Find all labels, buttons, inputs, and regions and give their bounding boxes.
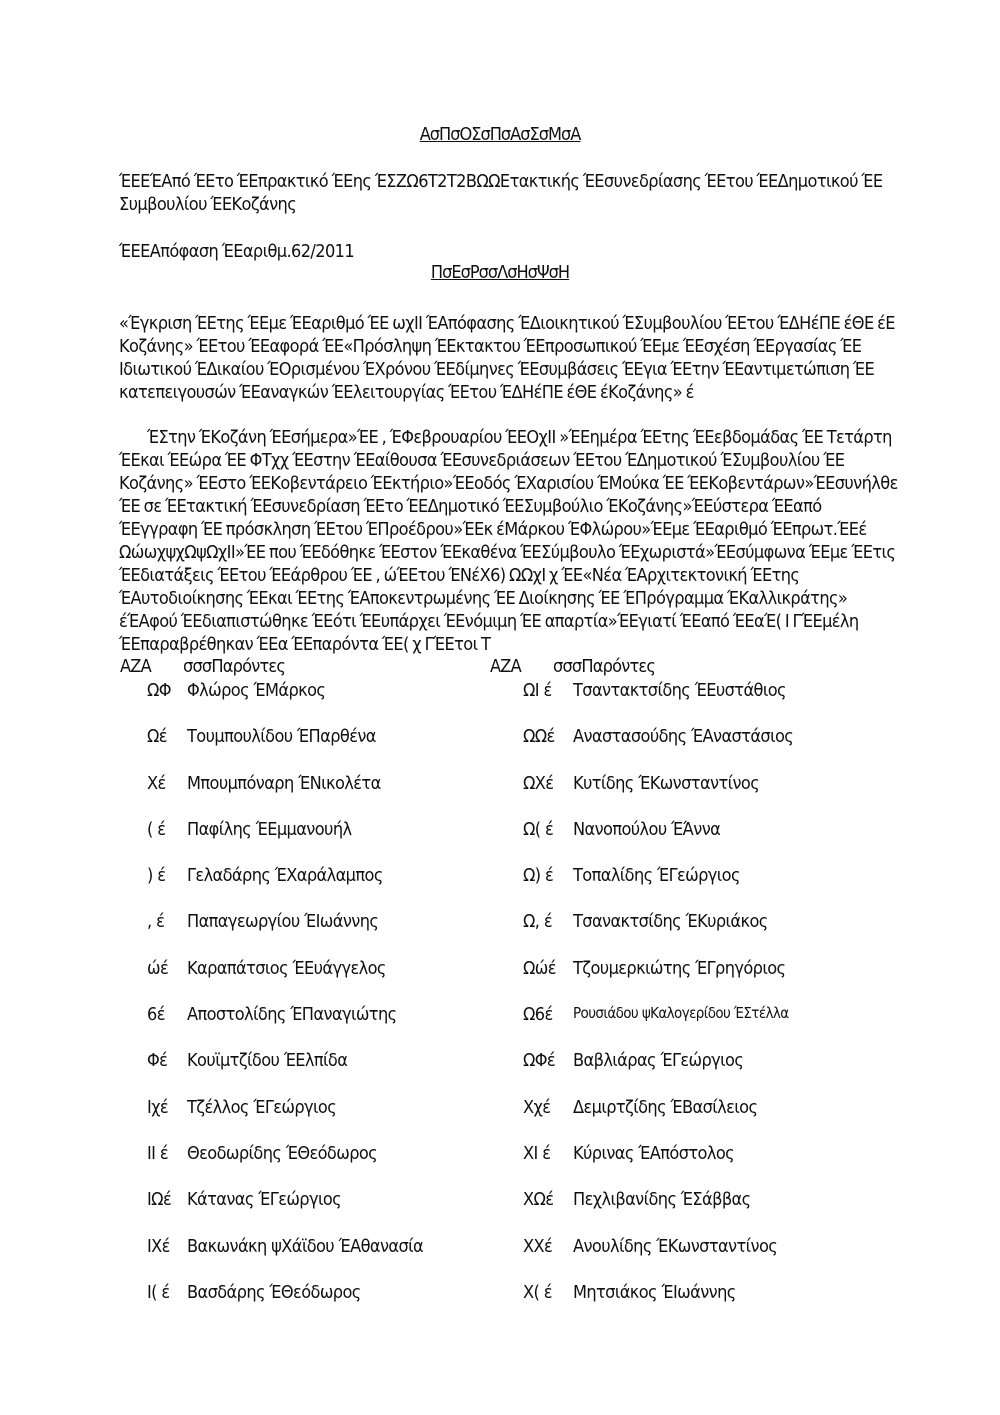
- member-number: ΙΧέ: [147, 1235, 170, 1257]
- member-name: Τοπαλίδης ΈΓεώργιος: [573, 865, 740, 887]
- member-number: ΩΦέ: [523, 1050, 556, 1072]
- attendance-column-right: [490, 656, 870, 1328]
- member-row: [490, 819, 870, 865]
- attendance-column-left: [120, 656, 500, 1328]
- member-number: ) έ: [147, 865, 166, 887]
- member-number: Ωώέ: [523, 957, 556, 979]
- member-row: [490, 1189, 870, 1235]
- minutes-excerpt-line: ΈΕΕΈΑπό ΈΕτο ΈΕπρακτικό ΈΕης ΈΣΖΩ6Τ2Τ2ΒΩΩΕτακτικής ΈΕσυνεδρίασης ΈΕτου ΈΕΔημοτικού ΈΕ Συμβουλίου ΈΕΚοζάνης: [119, 171, 883, 215]
- member-name: Αναστασούδης ΈΑναστάσιος: [573, 726, 794, 748]
- attendance-header: [490, 656, 870, 680]
- member-row: [490, 1004, 870, 1050]
- member-name: Γελαδάρης ΈΧαράλαμπος: [187, 865, 383, 887]
- member-row: [490, 773, 870, 819]
- meeting-body-paragraph: ΈΣτην ΈΚοζάνη ΈΕσήμερα»ΈΕ , ΈΦεβρουαρίου ΈΕΟχΙΙ »ΈΕημέρα ΈΕτης ΈΕεβδομάδας ΈΕ Τετάρτη ΈΕκαι ΈΕώρα ΈΕ ΦΤχχ ΈΕστην ΈΕαίθουσα ΈΕσυνεδριάσεων ΈΕτου ΈΔημοτικού ΈΣυμβουλίου ΈΕ Κοζάνης» ΈΕστο ΈΕΚοβεντάρειο ΈΕκτήριο»ΈΕοδός ΈΧαρισίου ΈΜούκα ΈΕ ΈΕΚοβεντάρων»ΈΕσυνήλθε ΈΕ σε ΈΕτακτική ΈΕσυνεδρίαση ΈΕτο ΈΕΔημοτικό ΈΕΣυμβούλιο ΈΚοζάνης»ΈΕύστερα ΈΕαπό ΈΕγγραφη ΈΕ πρόσκληση ΈΕτου ΈΠροέδρου»ΈΕκ έΜάρκου ΈΦλώρου»ΈΕμε ΈΕαριθμό ΈΕπρωτ.ΈΕέ ΩώωχψχΩψΩχΙΙ»ΈΕ που ΈΕδόθηκε ΈΕστον ΈΕκαθένα ΈΕΣύμβουλο ΈΕχωριστά»ΈΕσύμφωνα ΈΕμε ΈΕτις ΈΕδιατάξεις ΈΕτου ΈΕάρθρου ΈΕ , ώΈΕτου ΈΝέΧ6) ΩΩχΙ χ ΈΕ«Νέα ΈΑρχιτεκτονική ΈΕτης ΈΑυτοδιοίκησης ΈΕκαι ΈΕτης ΈΑποκεντρωμένης ΈΕ Διοίκησης ΈΕ ΈΠρόγραμμα ΈΚαλλικράτης» έΈΑφού ΈΕδιαπιστώθηκε ΈΕότι ΈΕυπάρχει ΈΕνόμιμη ΈΕ απαρτία»ΈΕγιατί ΈΕαπό ΈΕαΈ( Ι ΓΈΕμέλη ΈΕπαραβρέθηκαν ΈΕα ΈΕπαρόντα ΈΕ( χ ΓΈΕτοι Τ: [119, 427, 898, 655]
- member-number: Χ( έ: [523, 1281, 552, 1303]
- member-row: [120, 726, 500, 772]
- member-number: 6έ: [147, 1004, 165, 1026]
- member-number: ΧΙ έ: [523, 1142, 551, 1164]
- decision-number: ΈΕΕΑπόφαση ΈΕαριθμ.62/2011: [119, 241, 355, 262]
- member-name: Τσαντακτσίδης ΈΕυστάθιος: [573, 680, 786, 701]
- member-name: Μητσιάκος ΈΙωάννης: [573, 1281, 736, 1303]
- member-row: [120, 1143, 500, 1189]
- member-row: [120, 773, 500, 819]
- member-name: Πεχλιβανίδης ΈΣάββας: [573, 1189, 751, 1211]
- member-row: [490, 1282, 870, 1328]
- member-name: Φλώρος ΈΜάρκος: [187, 680, 326, 701]
- member-row: [120, 958, 500, 1004]
- member-number: ώέ: [147, 957, 169, 979]
- header-present: σσσΠαρόντες: [553, 656, 656, 677]
- member-number: ΩΧέ: [523, 772, 554, 794]
- member-name: Δεμιρτζίδης ΈΒασίλειος: [573, 1096, 758, 1118]
- member-row: [120, 1282, 500, 1328]
- member-number: Ι( έ: [147, 1281, 170, 1303]
- member-row: [490, 680, 870, 726]
- member-name: Κυτίδης ΈΚωνσταντίνος: [573, 772, 760, 794]
- member-number: Ω( έ: [523, 818, 554, 840]
- member-row: [120, 819, 500, 865]
- member-name: Κάτανας ΈΓεώργιος: [187, 1189, 342, 1211]
- header-number: ΑΖΑ: [120, 656, 151, 677]
- member-number: ( έ: [147, 818, 166, 840]
- member-number: ΙΩέ: [147, 1189, 172, 1211]
- header-number: ΑΖΑ: [490, 656, 521, 677]
- member-row: [490, 865, 870, 911]
- member-name: Παπαγεωργίου ΈΙωάννης: [187, 911, 379, 933]
- member-name: Νανοπούλου ΈΆννα: [573, 818, 721, 840]
- member-row: [120, 865, 500, 911]
- member-row: [120, 1004, 500, 1050]
- member-name: Τζέλλος ΈΓεώργιος: [187, 1096, 337, 1118]
- member-name: Τσανακτσίδης ΈΚυριάκος: [573, 911, 768, 933]
- member-number: Ιχέ: [147, 1096, 169, 1118]
- attendance-header: [120, 656, 500, 680]
- member-name: Τουμπουλίδου ΈΠαρθένα: [187, 726, 376, 748]
- member-row: [120, 1189, 500, 1235]
- attendance-list-right: [490, 680, 870, 1328]
- member-number: Χχέ: [523, 1096, 551, 1118]
- decision-subject: «Έγκριση ΈΕτης ΈΕμε ΈΕαριθμό ΈΕ ωχΙΙ ΈΑπόφασης ΈΔιοικητικού ΈΣυμβουλίου ΈΕτου ΈΔΗέΠΕ έΘΕ έΕ Κοζάνης» ΈΕτου ΈΕαφορά ΈΕ«Πρόσληψη ΈΕκτακτου ΈΕπροσωπικού ΈΕμε ΈΕσχέση ΈΕργασίας ΈΕ Ιδιωτικού ΈΔικαίου ΈΟρισμένου ΈΧρόνου ΈΕδίμηνες ΈΕσυμβάσεις ΈΕγια ΈΕτην ΈΕαντιμετώπιση ΈΕ κατεπειγουσών ΈΕαναγκών ΈΕλειτουργίας ΈΕτου ΈΔΗέΠΕ έΘΕ έΚοζάνης» έ: [119, 313, 895, 403]
- member-name: Παφίλης ΈΕμμανουήλ: [187, 818, 352, 840]
- member-name: Κύρινας ΈΑπόστολος: [573, 1142, 735, 1164]
- member-name: Ανουλίδης ΈΚωνσταντίνος: [573, 1235, 778, 1257]
- member-name: Τζουμερκιώτης ΈΓρηγόριος: [573, 957, 786, 979]
- member-name: Θεοδωρίδης ΈΘεόδωρος: [187, 1142, 378, 1164]
- member-number: ΧΩέ: [523, 1189, 554, 1211]
- member-row: [120, 1236, 500, 1282]
- member-number: ΧΧέ: [523, 1235, 553, 1257]
- member-name: Καραπάτσιος ΈΕυάγγελος: [187, 957, 386, 979]
- member-row: [490, 911, 870, 957]
- member-name: Κουϊμτζίδου ΈΕλπίδα: [187, 1050, 348, 1072]
- member-name: Βασδάρης ΈΘεόδωρος: [187, 1281, 361, 1303]
- member-number: Ω) έ: [523, 865, 554, 887]
- member-row: [490, 1236, 870, 1282]
- member-row: [120, 1097, 500, 1143]
- member-number: ΩΦ: [147, 680, 171, 701]
- member-row: [120, 1050, 500, 1096]
- member-row: [490, 726, 870, 772]
- document-subtitle: ΠσΕσΡσσΛσΗσΨσΗ: [430, 262, 570, 283]
- document-title: ΑσΠσΟΣσΠσΑσΣσΜσΑ: [419, 124, 581, 145]
- member-number: ΩΙ έ: [523, 680, 552, 701]
- member-name: Βακωνάκη ψΧάϊδου ΈΑθανασία: [187, 1235, 424, 1257]
- member-number: , έ: [147, 911, 165, 933]
- member-name: Βαβλιάρας ΈΓεώργιος: [573, 1050, 744, 1072]
- member-row: [120, 911, 500, 957]
- member-number: Ω, έ: [523, 911, 553, 933]
- member-row: [490, 958, 870, 1004]
- member-number: Χέ: [147, 772, 166, 794]
- member-number: Φέ: [147, 1050, 168, 1072]
- member-row: [490, 1143, 870, 1189]
- member-name: Ρουσιάδου ψΚαλογερίδου ΈΣτέλλα: [573, 1004, 789, 1023]
- member-name: Αποστολίδης ΈΠαναγιώτης: [187, 1004, 397, 1026]
- attendance-list-left: [120, 680, 500, 1328]
- member-number: Ω6έ: [523, 1004, 553, 1026]
- member-name: Μπουμπόναρη ΈΝικολέτα: [187, 772, 381, 794]
- member-number: Ωέ: [147, 726, 167, 748]
- header-present: σσσΠαρόντες: [183, 656, 286, 677]
- member-row: [490, 1097, 870, 1143]
- member-row: [120, 680, 500, 726]
- member-number: ΙΙ έ: [147, 1142, 169, 1164]
- member-number: ΩΩέ: [523, 726, 555, 748]
- member-row: [490, 1050, 870, 1096]
